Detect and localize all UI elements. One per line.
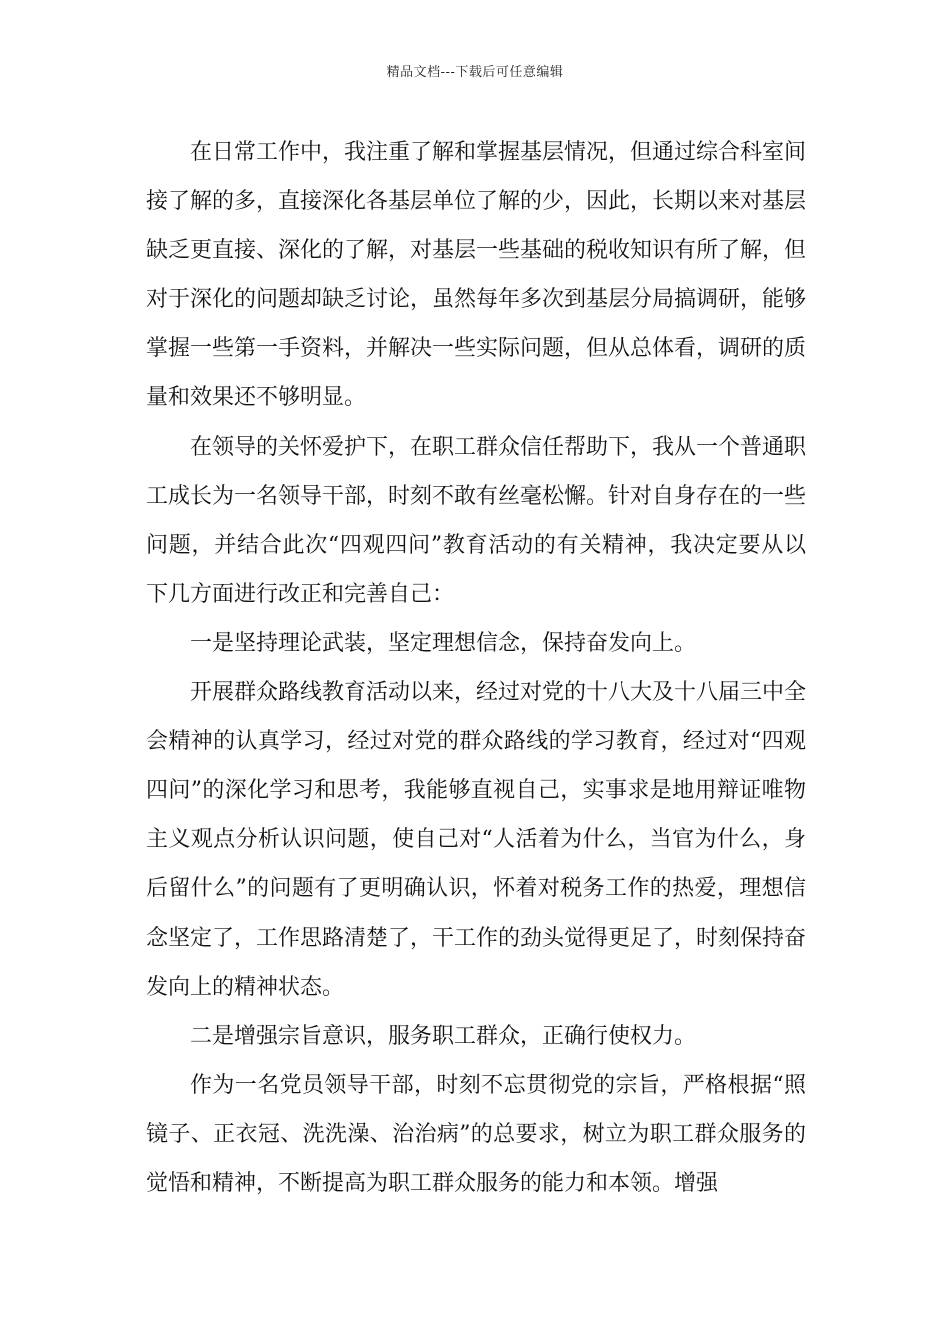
heading-point-one: 一是坚持理论武装，坚定理想信念，保持奋发向上。 bbox=[190, 630, 697, 656]
paragraph-serve-the-masses: 作为一名党员领导干部，时刻不忘贯彻党的宗旨，严格根据“照镜子、正衣冠、洗洗澡、治治病”的总要求，树立为职工群众服务的觉悟和精神，不断提高为职工群众服务的能力和本领。增强 bbox=[146, 1072, 806, 1196]
heading-point-two: 二是增强宗旨意识，服务职工群众，正确行使权力。 bbox=[190, 1023, 697, 1049]
paragraph-theory-study: 开展群众路线教育活动以来，经过对党的十八大及十八届三中全会精神的认真学习，经过对党的群众路线的学习教育，经过对“四观四问”的深化学习和思考，我能够直视自己，实事求是地用辩证唯物主义观点分析认识问题，使自己对“人活着为什么，当官为什么，身后留什么”的问题有了更明确认识，怀着对税务工作的热爱，理想信念坚定了，工作思路清楚了，干工作的劲头觉得更足了，时刻保持奋发向上的精神状态。 bbox=[146, 680, 807, 1000]
paragraph-research-shortcomings: 在日常工作中，我注重了解和掌握基层情况，但通过综合科室间接了解的多，直接深化各基层单位了解的少，因此，长期以来对基层缺乏更直接、深化的了解，对基层一些基础的税收知识有所了解，但对于深化的问题却缺乏讨论，虽然每年多次到基层分局搞调研，能够掌握一些第一手资料，并解决一些实际问题，但从总体看，调研的质量和效果还不够明显。 bbox=[146, 140, 807, 411]
document-body bbox=[146, 128, 806, 1208]
page-header: 精品文档---下载后可任意编辑 bbox=[386, 65, 564, 80]
paragraph-improvement-intro: 在领导的关怀爱护下，在职工群众信任帮助下，我从一个普通职工成长为一名领导干部，时刻不敢有丝毫松懈。针对自身存在的一些问题，并结合此次“四观四问”教育活动的有关精神，我决定要从以下几方面进行改正和完善自己： bbox=[146, 434, 807, 607]
